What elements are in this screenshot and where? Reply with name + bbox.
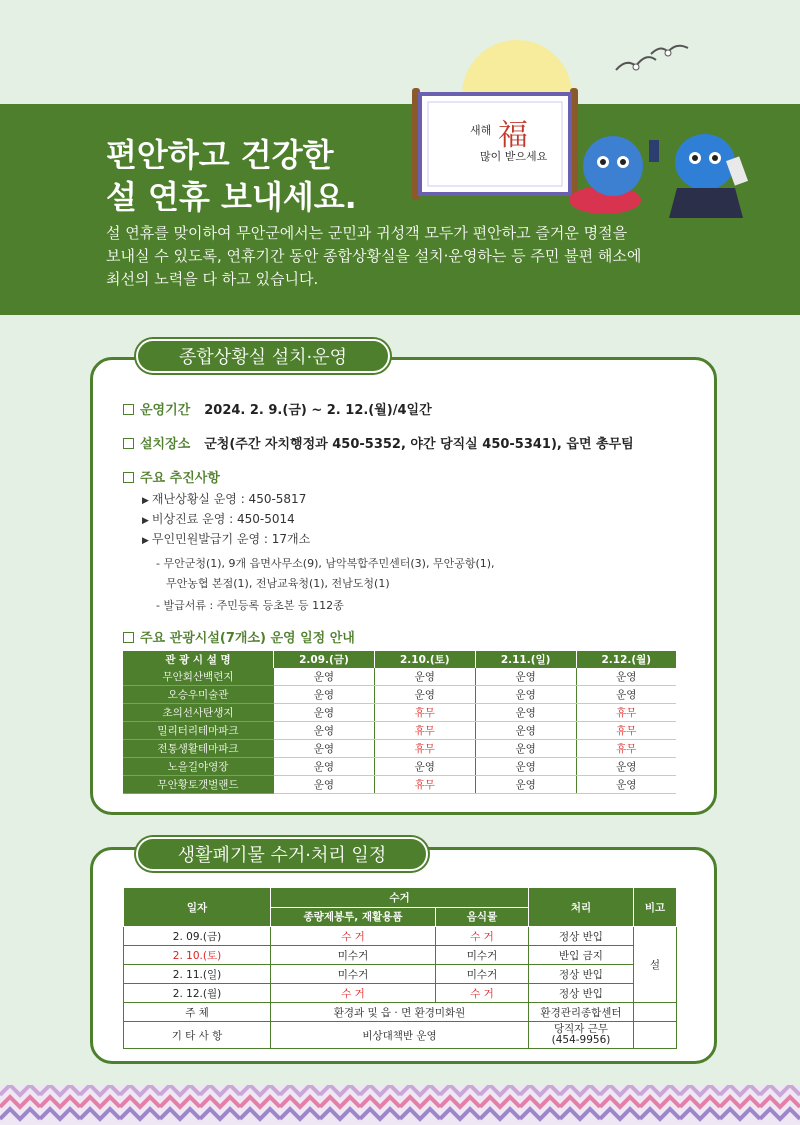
status-cell: 운영 — [475, 758, 576, 776]
etc-process-line-1: 당직자 근무 — [553, 1023, 609, 1035]
facility-name-cell: 오승우미술관 — [123, 686, 274, 704]
collect-general-header: 종량제봉투, 재활용품 — [271, 907, 436, 927]
general-cell: 수 거 — [271, 984, 436, 1003]
status-cell: 휴무 — [576, 740, 676, 758]
waste-schedule-table — [123, 887, 677, 1049]
facility-name-cell: 노을길야영장 — [123, 758, 274, 776]
etc-label: 기 타 사 항 — [124, 1022, 271, 1049]
status-cell: 운영 — [274, 776, 375, 794]
facility-name-cell: 전통생활테마파크 — [123, 740, 274, 758]
table-header-row — [123, 651, 676, 668]
status-cell: 운영 — [576, 686, 676, 704]
triangle-bullet-icon: ▶ — [142, 516, 149, 526]
status-cell: 휴무 — [374, 704, 475, 722]
title-line-2: 설 연휴 보내세요. — [106, 178, 357, 216]
cranes-illustration — [606, 40, 696, 80]
general-cell: 미수거 — [271, 965, 436, 984]
status-cell: 휴무 — [374, 722, 475, 740]
empty-cell — [634, 1022, 677, 1049]
table-row — [123, 686, 676, 704]
date-cell: 2. 11.(일) — [124, 965, 271, 984]
date-cell: 2. 12.(월) — [124, 984, 271, 1003]
status-cell: 운영 — [576, 758, 676, 776]
table-row — [123, 668, 676, 686]
facility-name-cell: 밀리터리테마파크 — [123, 722, 274, 740]
food-cell: 수 거 — [436, 927, 529, 946]
kiosk-locations-line-2: 무안농협 본점(1), 전남교육청(1), 전남도청(1) — [166, 577, 390, 590]
general-cell: 미수거 — [271, 946, 436, 965]
empty-cell — [634, 1003, 677, 1022]
date-header: 일자 — [124, 888, 271, 927]
tourism-schedule-table — [123, 651, 676, 794]
tasks-row — [123, 467, 220, 486]
place-label: 설치장소 — [140, 437, 191, 452]
subject-label: 주 체 — [124, 1003, 271, 1022]
food-cell: 수 거 — [436, 984, 529, 1003]
task-text: 무인민원발급기 운영 : 17개소 — [151, 532, 311, 546]
etc-process-line-2: (454-9956) — [551, 1034, 611, 1046]
note-header: 비고 — [634, 888, 677, 927]
place-value: 군청(주간 자치행정과 450-5352, 야간 당직실 450-5341), 읍면 총무팀 — [204, 437, 634, 452]
bottom-pattern — [0, 1085, 800, 1125]
status-cell: 운영 — [274, 704, 375, 722]
task-text: 재난상황실 운영 : 450-5817 — [151, 492, 307, 506]
task-item — [142, 510, 295, 527]
table-row — [124, 1022, 677, 1049]
process-cell: 정상 반입 — [529, 927, 634, 946]
table-row — [123, 722, 676, 740]
status-cell: 휴무 — [374, 776, 475, 794]
subject-process-cell: 환경관리종합센터 — [529, 1003, 634, 1022]
period-label: 운영기간 — [140, 403, 191, 418]
tasks-label: 주요 추진사항 — [140, 471, 220, 486]
food-cell: 미수거 — [436, 965, 529, 984]
status-cell: 휴무 — [576, 722, 676, 740]
section-title-situation-room: 종합상황실 설치·운영 — [136, 339, 390, 373]
table-row — [124, 965, 677, 984]
section-title-waste: 생활폐기물 수거·처리 일정 — [136, 837, 428, 871]
triangle-bullet-icon: ▶ — [142, 496, 149, 506]
page-title — [106, 134, 357, 218]
bok-character: 福 — [498, 118, 528, 153]
table-row — [123, 740, 676, 758]
status-cell: 운영 — [475, 740, 576, 758]
table-row — [124, 1003, 677, 1022]
title-line-1: 편안하고 건강한 — [106, 136, 334, 174]
intro-line-2: 보내실 수 있도록, 연휴기간 동안 종합상황실을 설치·운영하는 등 주민 불편 해소에 — [106, 247, 642, 265]
task-item — [142, 490, 306, 507]
table-row — [123, 704, 676, 722]
food-cell: 미수거 — [436, 946, 529, 965]
status-cell: 운영 — [475, 668, 576, 686]
status-cell: 운영 — [475, 686, 576, 704]
column-header: 2.09.(금) — [274, 651, 375, 668]
triangle-bullet-icon: ▶ — [142, 536, 149, 546]
status-cell: 운영 — [374, 668, 475, 686]
process-cell: 정상 반입 — [529, 965, 634, 984]
square-bullet-icon — [123, 632, 134, 643]
column-header: 관 광 시 설 명 — [123, 651, 274, 668]
table-row — [124, 946, 677, 965]
status-cell: 운영 — [274, 686, 375, 704]
status-cell: 운영 — [274, 758, 375, 776]
task-text: 비상진료 운영 : 450-5014 — [151, 512, 295, 526]
table-row — [124, 927, 677, 946]
general-cell: 수 거 — [271, 927, 436, 946]
status-cell: 운영 — [374, 686, 475, 704]
intro-line-1: 설 연휴를 맞이하여 무안군에서는 군민과 귀성객 모두가 편안하고 즐거운 명절을 — [106, 224, 628, 242]
kiosk-locations-line-1: - 무안군청(1), 9개 읍면사무소(9), 남악복합주민센터(3), 무안공항(1), — [156, 557, 495, 570]
column-header: 2.11.(일) — [475, 651, 576, 668]
kiosk-documents: - 발급서류 : 주민등록 등초본 등 112종 — [156, 599, 344, 612]
process-header: 처리 — [529, 888, 634, 927]
status-cell: 운영 — [274, 722, 375, 740]
status-cell: 운영 — [475, 776, 576, 794]
table-row — [123, 758, 676, 776]
date-cell: 2. 09.(금) — [124, 927, 271, 946]
scroll-text-top: 새해 — [470, 124, 492, 137]
status-cell: 휴무 — [374, 740, 475, 758]
status-cell: 운영 — [475, 704, 576, 722]
status-cell: 운영 — [576, 668, 676, 686]
etc-collect-cell: 비상대책반 운영 — [271, 1022, 529, 1049]
facility-name-cell: 무안황토갯벌랜드 — [123, 776, 274, 794]
status-cell: 운영 — [576, 776, 676, 794]
collect-header: 수거 — [271, 888, 529, 908]
status-cell: 운영 — [274, 740, 375, 758]
facility-name-cell: 무안회산백련지 — [123, 668, 274, 686]
status-cell: 운영 — [374, 758, 475, 776]
note-cell: 설 — [634, 927, 677, 1003]
square-bullet-icon — [123, 438, 134, 449]
square-bullet-icon — [123, 472, 134, 483]
tour-label: 주요 관광시설(7개소) 운영 일정 안내 — [140, 631, 355, 646]
table-row — [124, 984, 677, 1003]
status-cell: 운영 — [475, 722, 576, 740]
intro-line-3: 최선의 노력을 다 하고 있습니다. — [106, 270, 319, 288]
dragon-mascots-illustration — [565, 118, 765, 218]
square-bullet-icon — [123, 404, 134, 415]
etc-process-cell — [529, 1022, 634, 1049]
process-cell: 반입 금지 — [529, 946, 634, 965]
subject-collect-cell: 환경과 및 읍 · 면 환경미화원 — [271, 1003, 529, 1022]
collect-food-header: 음식물 — [436, 907, 529, 927]
table-row — [123, 776, 676, 794]
tour-row — [123, 627, 355, 646]
column-header: 2.10.(토) — [374, 651, 475, 668]
date-cell: 2. 10.(토) — [124, 946, 271, 965]
task-item — [142, 530, 310, 547]
status-cell: 운영 — [274, 668, 375, 686]
process-cell: 정상 반입 — [529, 984, 634, 1003]
place-row — [123, 433, 634, 452]
intro-paragraph — [106, 222, 706, 291]
status-cell: 휴무 — [576, 704, 676, 722]
column-header: 2.12.(월) — [576, 651, 676, 668]
period-row — [123, 399, 432, 418]
new-year-scroll — [402, 86, 588, 202]
scroll-text-bottom: 많이 받으세요 — [480, 150, 548, 163]
period-value: 2024. 2. 9.(금) ~ 2. 12.(월)/4일간 — [204, 403, 432, 418]
facility-name-cell: 초의선사탄생지 — [123, 704, 274, 722]
